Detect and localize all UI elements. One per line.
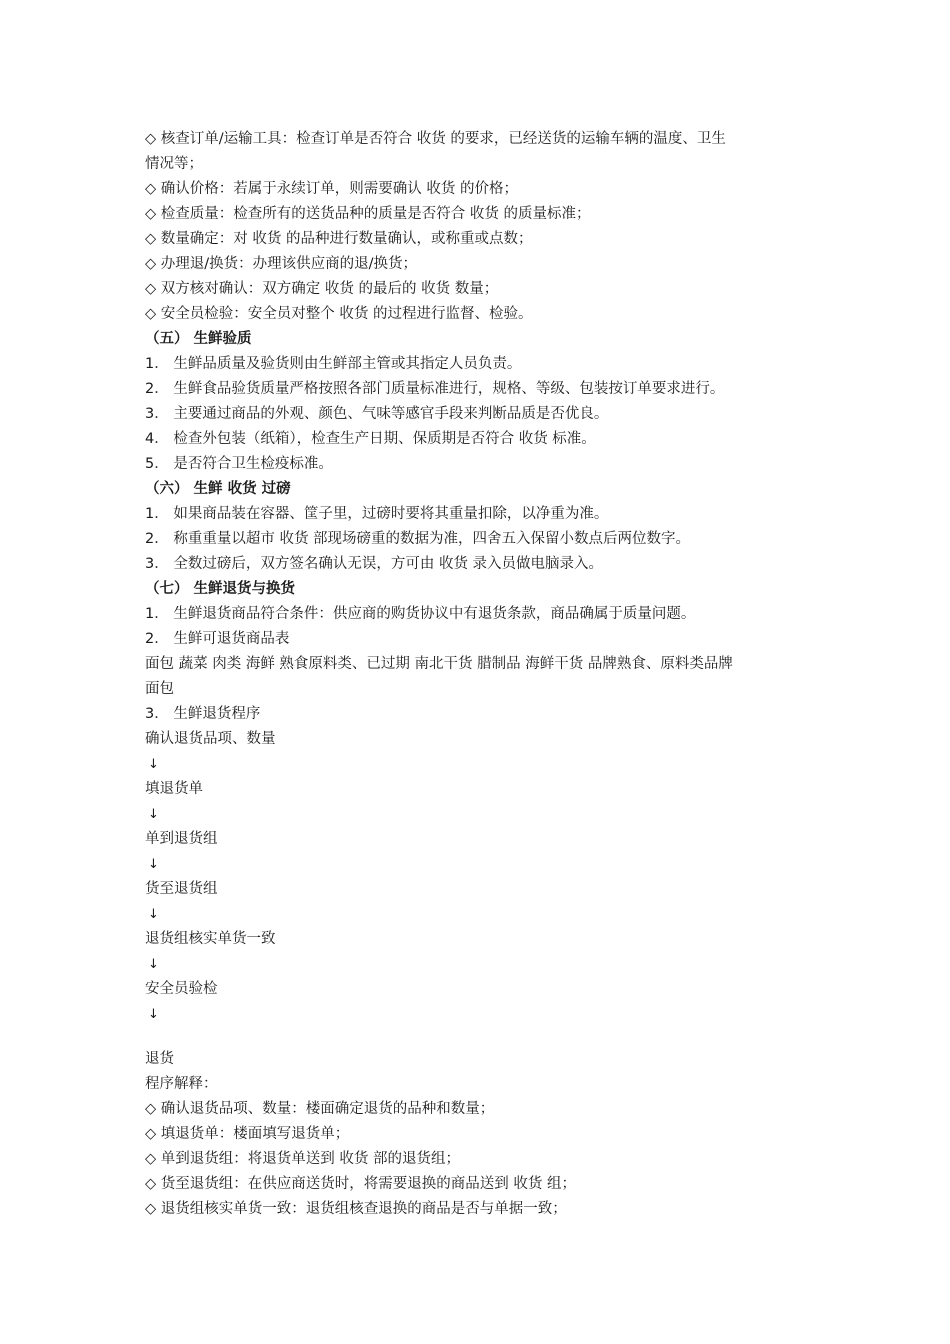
text-line: 情况等； [145,156,203,172]
list-item: 3． 全数过磅后，双方签名确认无误，方可由 收货 录入员做电脑录入。 [145,556,604,572]
list-item: 5． 是否符合卫生检疫标准。 [145,456,333,472]
text-line: ◇ 核查订单/运输工具：检查订单是否符合 收货 的要求，已经送货的运输车辆的温度、卫生 [145,131,726,147]
list-item: 2． 生鲜食品验货质量严格按照各部门质量标准进行，规格、等级、包装按订单要求进行。 [145,381,725,397]
section-heading: （五） 生鲜验质 [145,331,252,347]
document-page [145,127,815,1222]
down-arrow-icon: ↓ [148,907,159,922]
text-line: ◇ 确认价格：若属于永续订单，则需要确认 收货 的价格； [145,181,518,197]
text-line: ◇ 安全员检验：安全员对整个 收货 的过程进行监督、检验。 [145,306,533,322]
flow-step: 填退货单 [145,781,203,797]
text-line: ◇ 退货组核实单货一致：退货组核查退换的商品是否与单据一致； [145,1201,567,1217]
down-arrow-icon: ↓ [148,757,159,772]
down-arrow-icon: ↓ [148,807,159,822]
text-line: ◇ 办理退/换货：办理该供应商的退/换货； [145,256,418,272]
text-line: ◇ 填退货单：楼面填写退货单； [145,1126,350,1142]
section-heading: （六） 生鲜 收货 过磅 [145,481,291,497]
list-item: 1． 生鲜退货商品符合条件：供应商的购货协议中有退货条款，商品确属于质量问题。 [145,606,696,622]
text-line: ◇ 双方核对确认：双方确定 收货 的最后的 收货 数量； [145,281,499,297]
text-line: ◇ 货至退货组：在供应商送货时，将需要退换的商品送到 收货 组； [145,1176,576,1192]
text-line: ◇ 确认退货品项、数量：楼面确定退货的品种和数量； [145,1101,495,1117]
down-arrow-icon: ↓ [148,957,159,972]
list-item: 1． 生鲜品质量及验货则由生鲜部主管或其指定人员负责。 [145,356,522,372]
down-arrow-icon: ↓ [148,857,159,872]
list-item: 2． 称重重量以超市 收货 部现场磅重的数据为准，四舍五入保留小数点后两位数字。 [145,531,691,547]
down-arrow-icon: ↓ [148,1007,159,1022]
spacer [145,1027,815,1047]
flow-step: 确认退货品项、数量 [145,731,276,747]
text-line: 面包 [145,681,174,697]
text-line: ◇ 单到退货组：将退货单送到 收货 部的退货组； [145,1151,460,1167]
flow-step: 退货组核实单货一致 [145,931,276,947]
flow-step: 安全员验检 [145,981,218,997]
list-item: 2． 生鲜可退货商品表 [145,631,290,647]
text-line: ◇ 数量确定：对 收货 的品种进行数量确认，或称重或点数； [145,231,533,247]
list-item: 3． 生鲜退货程序 [145,706,261,722]
flow-step: 退货 [145,1051,174,1067]
section-heading: （七） 生鲜退货与换货 [145,581,296,597]
text-line: 程序解释： [145,1076,218,1092]
list-item: 4． 检查外包装（纸箱），检查生产日期、保质期是否符合 收货 标准。 [145,431,596,447]
list-item: 1． 如果商品装在容器、筐子里，过磅时要将其重量扣除，以净重为准。 [145,506,609,522]
flow-step: 货至退货组 [145,881,218,897]
text-line: 面包 蔬菜 肉类 海鲜 熟食原料类、已过期 南北干货 腊制品 海鲜干货 品牌熟食、原料类品牌 [145,656,733,672]
text-line: ◇ 检查质量：检查所有的送货品种的质量是否符合 收货 的质量标准； [145,206,591,222]
list-item: 3． 主要通过商品的外观、颜色、气味等感官手段来判断品质是否优良。 [145,406,609,422]
flow-step: 单到退货组 [145,831,218,847]
